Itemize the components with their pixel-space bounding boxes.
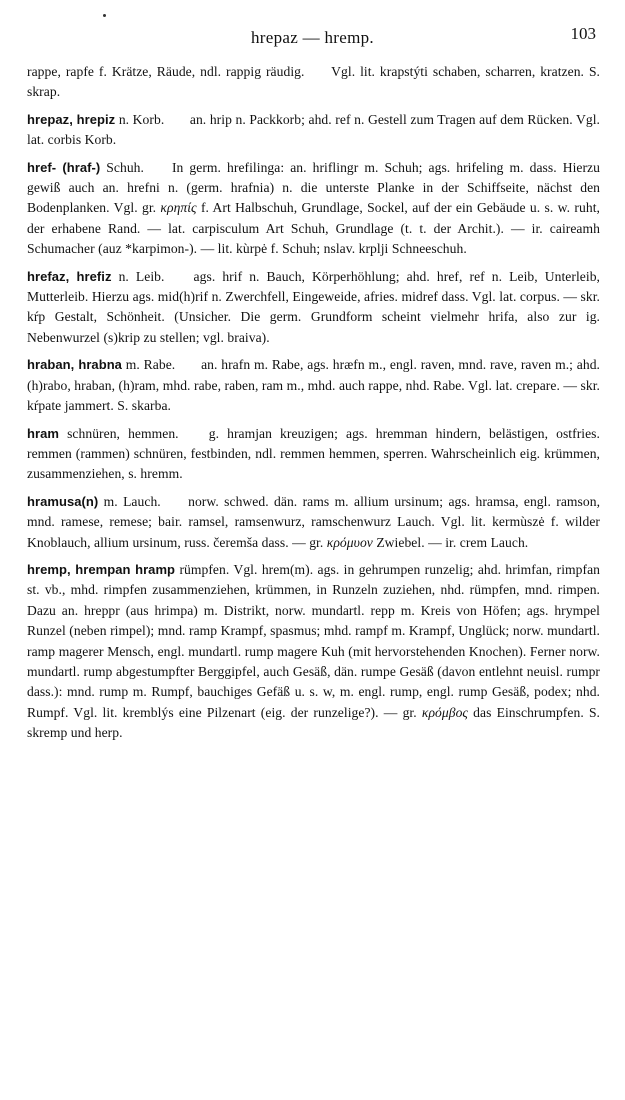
entries-column	[27, 62, 600, 751]
entry-lemma: href- (hraf-)	[27, 159, 101, 175]
entry-lemma: hrefaz, hrefiz	[27, 268, 112, 284]
entry-lemma: hram	[27, 425, 59, 441]
entry-meaning: rümpfen.	[179, 561, 230, 577]
entry-text-continued: f. Art Halbschuh, Grundlage, Sockel, auf der ein Gebäude u. s. w. ruht, der erhabene Rand. — lat. carpisculum Art Schuh, Grundlage (t. t. der Archit.). — ir. caireamh Schumacher (auz *karpimon-). — lit. kùrpė f. Schuh; nslav. krplji Schneeschuh.	[27, 200, 600, 257]
entry-hraban	[27, 355, 600, 416]
entry-text: Vgl. hrem(m). ags. in gehrumpen runzelig; ahd. hrimfan, rimpfan st. vb., mhd. rimpfen zusammenziehen, krümmen, in Runzeln zuziehen, nhd. rümpfen, mnd. rimpen. Dazu an. hreppr (aus hrimpa) m. Distrikt, norw. mundartl. repp m. Kreis von Höfen; ags. hrympel Runzel (neben rimpel); mnd. ramp Krampf, spasmus; mhd. rampf m. Krampf, Unglück; norw. mundartl. ramp magerer Mensch, engl. mundartl. rump magere Kuh (mit hervorstehenden Knochen). Ferner norw. mundartl. rump abgestumpfter Berggipfel, auch Gesäß, dän. rumpe Gesäß (davon entlehnt neuisl. rumpr dass.): mnd. rump m. Rumpf, bauchiges Gefäß u. s. w, m. engl. rump, engl. rump Gesäß, podex; nhd. Rumpf. Vgl. lit. kremblýs eine Pilzenart (eig. der runzelige?). — gr.	[27, 561, 601, 720]
entry-continuation	[27, 62, 600, 103]
entry-text: Vgl. lit. krapstýti schaben, scharren, kratzen. S. skrap.	[27, 64, 601, 100]
entry-meaning: m. Rabe.	[125, 357, 176, 373]
print-speck	[103, 14, 106, 17]
entry-text: an. hrip n. Packkorb; ahd. ref n. Gestell zum Tragen auf dem Rücken. Vgl. lat. corbis Korb.	[27, 111, 600, 148]
entry-hram	[27, 424, 600, 485]
entry-meaning: n. Leib.	[118, 268, 165, 284]
entry-meaning: m. Lauch.	[103, 493, 161, 509]
entry-text: g. hramjan kreuzigen; ags. hremman hindern, belästigen, ostfries. remmen (rammen) schnüren, festbinden, ndl. remmen hemmen, sperren. Wahrscheinlich eig. krümmen, zusammenziehen, s. hremm.	[27, 425, 600, 482]
entry-href	[27, 158, 600, 260]
entry-hrefaz	[27, 267, 600, 349]
entry-lemma: hrepaz, hrepiz	[27, 111, 116, 127]
entry-meaning: Schuh.	[106, 159, 144, 175]
entry-hramusa	[27, 492, 600, 553]
running-head	[0, 22, 625, 52]
entry-lemma: hraban, hrabna	[27, 357, 122, 373]
greek-word: κρόμυον	[326, 534, 373, 550]
entry-text-continued: Zwiebel. — ir. crem Lauch.	[376, 534, 529, 550]
entry-text: an. hrafn m. Rabe, ags. hræfn m., engl. raven, mnd. rave, raven m.; ahd. (h)rabo, hraban, (h)ram, mhd. rabe, raben, ram m., mhd. auch rappe, nhd. Rabe. Vgl. lat. crepare. — skr. kŕpate jammert. S. skarba.	[27, 357, 600, 414]
entry-gloss: rappe, rapfe f. Krätze, Räude, ndl. rappig räudig.	[27, 64, 305, 79]
entry-hrepaz	[27, 110, 600, 151]
entry-text: In germ. hrefilinga: an. hriflingr m. Schuh; ags. hrifeling m. dass. Hierzu gewiß auch an. hrefni n. (germ. hrafnia) n. die unterste Planke in der Schiffseite, nächst den Bodenplanken. Vgl. gr.	[27, 159, 600, 216]
running-title: hrepaz — hremp.	[251, 28, 374, 47]
page-number: 103	[570, 24, 596, 43]
entry-meaning: schnüren, hemmen.	[67, 425, 179, 441]
greek-word: κρηπίς	[160, 200, 197, 216]
entry-text: ags. hrif n. Bauch, Körperhöhlung; ahd. href, ref n. Leib, Unterleib, Mutterleib. Hierzu ags. mid(h)rif n. Zwerchfell, Eingeweide, afries. midref dass. Vgl. lat. corpus. — skr. kŕp Gestalt, Schönheit. (Unsicher. Die germ. Grundform scheint vielmehr hrifa, also zur ig. Nebenwurzel (s)krip zu stellen; vgl. braiva).	[27, 268, 600, 345]
entry-meaning: n. Korb.	[118, 111, 165, 127]
entry-lemma: hramusa(n)	[27, 493, 99, 509]
entry-text: norw. schwed. dän. rams m. allium ursinum; ags. hramsa, engl. ramson, mnd. ramese, remese; bair. ramsel, ramsenwurz, ramschenwurz Lauch. Vgl. lit. kermùszė f. wilder Knoblauch, allium ursinum, russ. čeremša dass. — gr.	[27, 493, 601, 550]
entry-hremp	[27, 560, 600, 744]
entry-text-continued: das Einschrumpfen. S. skremp und herp.	[27, 704, 601, 741]
greek-word: κρόμβος	[421, 704, 468, 720]
entry-lemma: hremp, hrempan hramp	[27, 561, 176, 577]
